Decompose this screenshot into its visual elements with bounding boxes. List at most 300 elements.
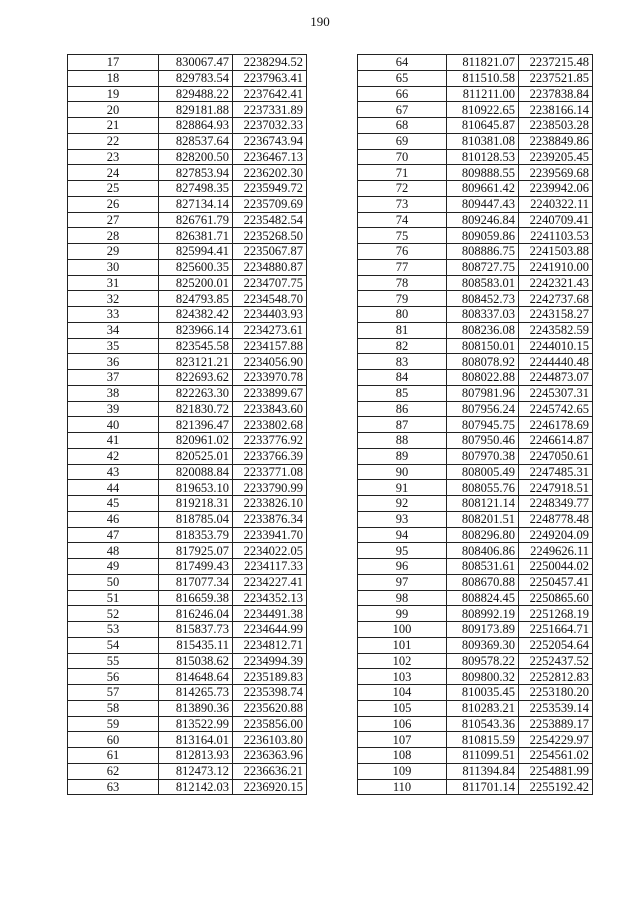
point-number-cell: 38 [68, 385, 159, 401]
y-coordinate-cell: 2246614.87 [519, 433, 593, 449]
x-coordinate-cell: 822693.62 [159, 370, 233, 386]
x-coordinate-cell: 828864.93 [159, 118, 233, 134]
table-row [358, 448, 593, 464]
point-number-cell: 24 [68, 165, 159, 181]
table-row [68, 732, 307, 748]
table-row [68, 228, 307, 244]
point-number-cell: 51 [68, 590, 159, 606]
x-coordinate-cell: 808055.76 [447, 480, 519, 496]
y-coordinate-cell: 2235620.88 [233, 700, 307, 716]
y-coordinate-cell: 2247050.61 [519, 448, 593, 464]
table-row [358, 102, 593, 118]
y-coordinate-cell: 2233826.10 [233, 496, 307, 512]
y-coordinate-cell: 2251268.19 [519, 606, 593, 622]
table-row [358, 590, 593, 606]
page-number: 190 [310, 14, 330, 29]
y-coordinate-cell: 2233776.92 [233, 433, 307, 449]
x-coordinate-cell: 812813.93 [159, 748, 233, 764]
x-coordinate-cell: 808992.19 [447, 606, 519, 622]
point-number-cell: 75 [358, 228, 447, 244]
table-row [68, 70, 307, 86]
x-coordinate-cell: 808296.80 [447, 527, 519, 543]
y-coordinate-cell: 2244873.07 [519, 370, 593, 386]
y-coordinate-cell: 2247485.31 [519, 464, 593, 480]
table-row [358, 653, 593, 669]
table-row [358, 574, 593, 590]
x-coordinate-cell: 815435.11 [159, 637, 233, 653]
x-coordinate-cell: 807981.96 [447, 385, 519, 401]
table-row [68, 622, 307, 638]
point-number-cell: 77 [358, 259, 447, 275]
point-number-cell: 46 [68, 511, 159, 527]
point-number-cell: 92 [358, 496, 447, 512]
point-number-cell: 62 [68, 763, 159, 779]
x-coordinate-cell: 808121.14 [447, 496, 519, 512]
point-number-cell: 22 [68, 133, 159, 149]
x-coordinate-cell: 825994.41 [159, 244, 233, 260]
point-number-cell: 41 [68, 433, 159, 449]
point-number-cell: 101 [358, 637, 447, 653]
x-coordinate-cell: 813164.01 [159, 732, 233, 748]
table-row [358, 496, 593, 512]
point-number-cell: 45 [68, 496, 159, 512]
y-coordinate-cell: 2239205.45 [519, 149, 593, 165]
x-coordinate-cell: 828200.50 [159, 149, 233, 165]
x-coordinate-cell: 809800.32 [447, 669, 519, 685]
y-coordinate-cell: 2235067.87 [233, 244, 307, 260]
point-number-cell: 61 [68, 748, 159, 764]
x-coordinate-cell: 811099.51 [447, 748, 519, 764]
coordinates-table-right [357, 54, 593, 795]
point-number-cell: 44 [68, 480, 159, 496]
x-coordinate-cell: 813522.99 [159, 716, 233, 732]
table-row [68, 527, 307, 543]
point-number-cell: 42 [68, 448, 159, 464]
table-row [358, 401, 593, 417]
x-coordinate-cell: 811394.84 [447, 763, 519, 779]
table-row [68, 338, 307, 354]
x-coordinate-cell: 816659.38 [159, 590, 233, 606]
x-coordinate-cell: 819653.10 [159, 480, 233, 496]
y-coordinate-cell: 2233771.08 [233, 464, 307, 480]
point-number-cell: 56 [68, 669, 159, 685]
y-coordinate-cell: 2255192.42 [519, 779, 593, 795]
table-row [358, 480, 593, 496]
table-row [68, 779, 307, 795]
y-coordinate-cell: 2244440.48 [519, 354, 593, 370]
point-number-cell: 109 [358, 763, 447, 779]
x-coordinate-cell: 817499.43 [159, 559, 233, 575]
table-row [358, 385, 593, 401]
y-coordinate-cell: 2233843.60 [233, 401, 307, 417]
table-row [68, 763, 307, 779]
x-coordinate-cell: 811821.07 [447, 55, 519, 71]
table-row [358, 622, 593, 638]
table-row [358, 307, 593, 323]
x-coordinate-cell: 820525.01 [159, 448, 233, 464]
table-row [68, 669, 307, 685]
y-coordinate-cell: 2236467.13 [233, 149, 307, 165]
x-coordinate-cell: 815837.73 [159, 622, 233, 638]
point-number-cell: 17 [68, 55, 159, 71]
table-row [358, 338, 593, 354]
x-coordinate-cell: 809173.89 [447, 622, 519, 638]
table-row [358, 669, 593, 685]
y-coordinate-cell: 2240709.41 [519, 212, 593, 228]
y-coordinate-cell: 2241910.00 [519, 259, 593, 275]
point-number-cell: 64 [358, 55, 447, 71]
table-row [358, 370, 593, 386]
point-number-cell: 48 [68, 543, 159, 559]
table-row [358, 606, 593, 622]
y-coordinate-cell: 2239942.06 [519, 181, 593, 197]
point-number-cell: 73 [358, 196, 447, 212]
table-row [68, 102, 307, 118]
point-number-cell: 35 [68, 338, 159, 354]
table-row [68, 149, 307, 165]
table-row [68, 291, 307, 307]
table-row [68, 748, 307, 764]
x-coordinate-cell: 811701.14 [447, 779, 519, 795]
x-coordinate-cell: 815038.62 [159, 653, 233, 669]
point-number-cell: 20 [68, 102, 159, 118]
y-coordinate-cell: 2234880.87 [233, 259, 307, 275]
y-coordinate-cell: 2240322.11 [519, 196, 593, 212]
point-number-cell: 34 [68, 322, 159, 338]
point-number-cell: 88 [358, 433, 447, 449]
table-row [358, 275, 593, 291]
y-coordinate-cell: 2237331.89 [233, 102, 307, 118]
x-coordinate-cell: 824793.85 [159, 291, 233, 307]
x-coordinate-cell: 809578.22 [447, 653, 519, 669]
x-coordinate-cell: 826761.79 [159, 212, 233, 228]
x-coordinate-cell: 829181.88 [159, 102, 233, 118]
x-coordinate-cell: 830067.47 [159, 55, 233, 71]
x-coordinate-cell: 811510.58 [447, 70, 519, 86]
table-row [68, 244, 307, 260]
x-coordinate-cell: 809059.86 [447, 228, 519, 244]
x-coordinate-cell: 810381.08 [447, 133, 519, 149]
x-coordinate-cell: 808583.01 [447, 275, 519, 291]
x-coordinate-cell: 808337.03 [447, 307, 519, 323]
x-coordinate-cell: 808078.92 [447, 354, 519, 370]
y-coordinate-cell: 2234403.93 [233, 307, 307, 323]
table-row [68, 385, 307, 401]
y-coordinate-cell: 2250457.41 [519, 574, 593, 590]
table-row [68, 55, 307, 71]
point-number-cell: 106 [358, 716, 447, 732]
y-coordinate-cell: 2244010.15 [519, 338, 593, 354]
point-number-cell: 63 [68, 779, 159, 795]
point-number-cell: 100 [358, 622, 447, 638]
point-number-cell: 30 [68, 259, 159, 275]
x-coordinate-cell: 808005.49 [447, 464, 519, 480]
point-number-cell: 40 [68, 417, 159, 433]
y-coordinate-cell: 2235482.54 [233, 212, 307, 228]
y-coordinate-cell: 2245307.31 [519, 385, 593, 401]
x-coordinate-cell: 808022.88 [447, 370, 519, 386]
point-number-cell: 72 [358, 181, 447, 197]
table-row [358, 732, 593, 748]
point-number-cell: 91 [358, 480, 447, 496]
point-number-cell: 27 [68, 212, 159, 228]
x-coordinate-cell: 819218.31 [159, 496, 233, 512]
point-number-cell: 43 [68, 464, 159, 480]
point-number-cell: 71 [358, 165, 447, 181]
y-coordinate-cell: 2233802.68 [233, 417, 307, 433]
point-number-cell: 98 [358, 590, 447, 606]
table-row [68, 133, 307, 149]
y-coordinate-cell: 2234157.88 [233, 338, 307, 354]
y-coordinate-cell: 2237838.84 [519, 86, 593, 102]
table-row [68, 480, 307, 496]
y-coordinate-cell: 2235709.69 [233, 196, 307, 212]
point-number-cell: 110 [358, 779, 447, 795]
point-number-cell: 95 [358, 543, 447, 559]
x-coordinate-cell: 829783.54 [159, 70, 233, 86]
y-coordinate-cell: 2253889.17 [519, 716, 593, 732]
y-coordinate-cell: 2237215.48 [519, 55, 593, 71]
table-row [358, 685, 593, 701]
y-coordinate-cell: 2245742.65 [519, 401, 593, 417]
x-coordinate-cell: 808201.51 [447, 511, 519, 527]
x-coordinate-cell: 807945.75 [447, 417, 519, 433]
point-number-cell: 82 [358, 338, 447, 354]
y-coordinate-cell: 2236103.80 [233, 732, 307, 748]
table-row [68, 574, 307, 590]
x-coordinate-cell: 824382.42 [159, 307, 233, 323]
point-number-cell: 86 [358, 401, 447, 417]
x-coordinate-cell: 812142.03 [159, 779, 233, 795]
y-coordinate-cell: 2241503.88 [519, 244, 593, 260]
table-row [358, 228, 593, 244]
table-row [358, 196, 593, 212]
x-coordinate-cell: 810035.45 [447, 685, 519, 701]
table-row [68, 511, 307, 527]
table-row [68, 196, 307, 212]
x-coordinate-cell: 827853.94 [159, 165, 233, 181]
x-coordinate-cell: 807956.24 [447, 401, 519, 417]
x-coordinate-cell: 811211.00 [447, 86, 519, 102]
table-row [358, 354, 593, 370]
point-number-cell: 90 [358, 464, 447, 480]
point-number-cell: 70 [358, 149, 447, 165]
y-coordinate-cell: 2235189.83 [233, 669, 307, 685]
table-row [358, 133, 593, 149]
y-coordinate-cell: 2252054.64 [519, 637, 593, 653]
y-coordinate-cell: 2252812.83 [519, 669, 593, 685]
y-coordinate-cell: 2239569.68 [519, 165, 593, 181]
table-row [358, 55, 593, 71]
y-coordinate-cell: 2237642.41 [233, 86, 307, 102]
x-coordinate-cell: 808531.61 [447, 559, 519, 575]
point-number-cell: 54 [68, 637, 159, 653]
point-number-cell: 53 [68, 622, 159, 638]
y-coordinate-cell: 2238503.28 [519, 118, 593, 134]
table-row [68, 464, 307, 480]
point-number-cell: 89 [358, 448, 447, 464]
y-coordinate-cell: 2243582.59 [519, 322, 593, 338]
table-row [358, 559, 593, 575]
table-row [358, 700, 593, 716]
point-number-cell: 49 [68, 559, 159, 575]
point-number-cell: 103 [358, 669, 447, 685]
point-number-cell: 52 [68, 606, 159, 622]
point-number-cell: 36 [68, 354, 159, 370]
x-coordinate-cell: 818785.04 [159, 511, 233, 527]
x-coordinate-cell: 820961.02 [159, 433, 233, 449]
y-coordinate-cell: 2238166.14 [519, 102, 593, 118]
point-number-cell: 55 [68, 653, 159, 669]
x-coordinate-cell: 810922.65 [447, 102, 519, 118]
point-number-cell: 29 [68, 244, 159, 260]
point-number-cell: 94 [358, 527, 447, 543]
table-row [358, 637, 593, 653]
x-coordinate-cell: 810645.87 [447, 118, 519, 134]
table-row [68, 322, 307, 338]
table-row [68, 417, 307, 433]
point-number-cell: 18 [68, 70, 159, 86]
y-coordinate-cell: 2234056.90 [233, 354, 307, 370]
table-row [68, 559, 307, 575]
y-coordinate-cell: 2236363.96 [233, 748, 307, 764]
table-row [68, 354, 307, 370]
x-coordinate-cell: 808886.75 [447, 244, 519, 260]
x-coordinate-cell: 822263.30 [159, 385, 233, 401]
x-coordinate-cell: 809246.84 [447, 212, 519, 228]
point-number-cell: 59 [68, 716, 159, 732]
x-coordinate-cell: 810543.36 [447, 716, 519, 732]
y-coordinate-cell: 2233766.39 [233, 448, 307, 464]
y-coordinate-cell: 2236636.21 [233, 763, 307, 779]
point-number-cell: 104 [358, 685, 447, 701]
table-row [68, 86, 307, 102]
point-number-cell: 60 [68, 732, 159, 748]
table-row [68, 181, 307, 197]
point-number-cell: 26 [68, 196, 159, 212]
point-number-cell: 21 [68, 118, 159, 134]
x-coordinate-cell: 825600.35 [159, 259, 233, 275]
point-number-cell: 19 [68, 86, 159, 102]
x-coordinate-cell: 807970.38 [447, 448, 519, 464]
table-row [358, 464, 593, 480]
table-row [68, 637, 307, 653]
point-number-cell: 37 [68, 370, 159, 386]
point-number-cell: 47 [68, 527, 159, 543]
x-coordinate-cell: 817925.07 [159, 543, 233, 559]
y-coordinate-cell: 2242737.68 [519, 291, 593, 307]
coordinates-table-left [67, 54, 307, 795]
table-row [358, 86, 593, 102]
x-coordinate-cell: 810815.59 [447, 732, 519, 748]
y-coordinate-cell: 2253180.20 [519, 685, 593, 701]
point-number-cell: 97 [358, 574, 447, 590]
y-coordinate-cell: 2234994.39 [233, 653, 307, 669]
x-coordinate-cell: 808727.75 [447, 259, 519, 275]
y-coordinate-cell: 2234117.33 [233, 559, 307, 575]
table-row [358, 763, 593, 779]
y-coordinate-cell: 2234707.75 [233, 275, 307, 291]
table-row [358, 165, 593, 181]
point-number-cell: 69 [358, 133, 447, 149]
point-number-cell: 31 [68, 275, 159, 291]
table-row [68, 700, 307, 716]
table-row [68, 433, 307, 449]
y-coordinate-cell: 2249626.11 [519, 543, 593, 559]
y-coordinate-cell: 2243158.27 [519, 307, 593, 323]
y-coordinate-cell: 2236202.30 [233, 165, 307, 181]
point-number-cell: 87 [358, 417, 447, 433]
table-row [358, 511, 593, 527]
x-coordinate-cell: 821830.72 [159, 401, 233, 417]
x-coordinate-cell: 809661.42 [447, 181, 519, 197]
x-coordinate-cell: 816246.04 [159, 606, 233, 622]
y-coordinate-cell: 2234491.38 [233, 606, 307, 622]
y-coordinate-cell: 2234227.41 [233, 574, 307, 590]
point-number-cell: 66 [358, 86, 447, 102]
x-coordinate-cell: 823545.58 [159, 338, 233, 354]
table-row [68, 716, 307, 732]
x-coordinate-cell: 821396.47 [159, 417, 233, 433]
table-row [358, 70, 593, 86]
x-coordinate-cell: 809369.30 [447, 637, 519, 653]
y-coordinate-cell: 2252437.52 [519, 653, 593, 669]
x-coordinate-cell: 813890.36 [159, 700, 233, 716]
y-coordinate-cell: 2250044.02 [519, 559, 593, 575]
table-row [358, 417, 593, 433]
x-coordinate-cell: 809447.43 [447, 196, 519, 212]
y-coordinate-cell: 2234022.05 [233, 543, 307, 559]
x-coordinate-cell: 827498.35 [159, 181, 233, 197]
point-number-cell: 68 [358, 118, 447, 134]
y-coordinate-cell: 2237032.33 [233, 118, 307, 134]
y-coordinate-cell: 2234548.70 [233, 291, 307, 307]
y-coordinate-cell: 2235268.50 [233, 228, 307, 244]
point-number-cell: 93 [358, 511, 447, 527]
x-coordinate-cell: 820088.84 [159, 464, 233, 480]
point-number-cell: 108 [358, 748, 447, 764]
x-coordinate-cell: 807950.46 [447, 433, 519, 449]
table-row [358, 118, 593, 134]
y-coordinate-cell: 2242321.43 [519, 275, 593, 291]
y-coordinate-cell: 2237521.85 [519, 70, 593, 86]
point-number-cell: 83 [358, 354, 447, 370]
point-number-cell: 99 [358, 606, 447, 622]
point-number-cell: 25 [68, 181, 159, 197]
point-number-cell: 57 [68, 685, 159, 701]
x-coordinate-cell: 809888.55 [447, 165, 519, 181]
y-coordinate-cell: 2234273.61 [233, 322, 307, 338]
table-row [358, 433, 593, 449]
y-coordinate-cell: 2250865.60 [519, 590, 593, 606]
x-coordinate-cell: 808406.86 [447, 543, 519, 559]
point-number-cell: 32 [68, 291, 159, 307]
y-coordinate-cell: 2254881.99 [519, 763, 593, 779]
point-number-cell: 23 [68, 149, 159, 165]
point-number-cell: 50 [68, 574, 159, 590]
x-coordinate-cell: 827134.14 [159, 196, 233, 212]
point-number-cell: 107 [358, 732, 447, 748]
table-row [358, 149, 593, 165]
table-row [358, 543, 593, 559]
x-coordinate-cell: 826381.71 [159, 228, 233, 244]
point-number-cell: 80 [358, 307, 447, 323]
point-number-cell: 39 [68, 401, 159, 417]
table-row [68, 401, 307, 417]
x-coordinate-cell: 825200.01 [159, 275, 233, 291]
point-number-cell: 58 [68, 700, 159, 716]
point-number-cell: 81 [358, 322, 447, 338]
